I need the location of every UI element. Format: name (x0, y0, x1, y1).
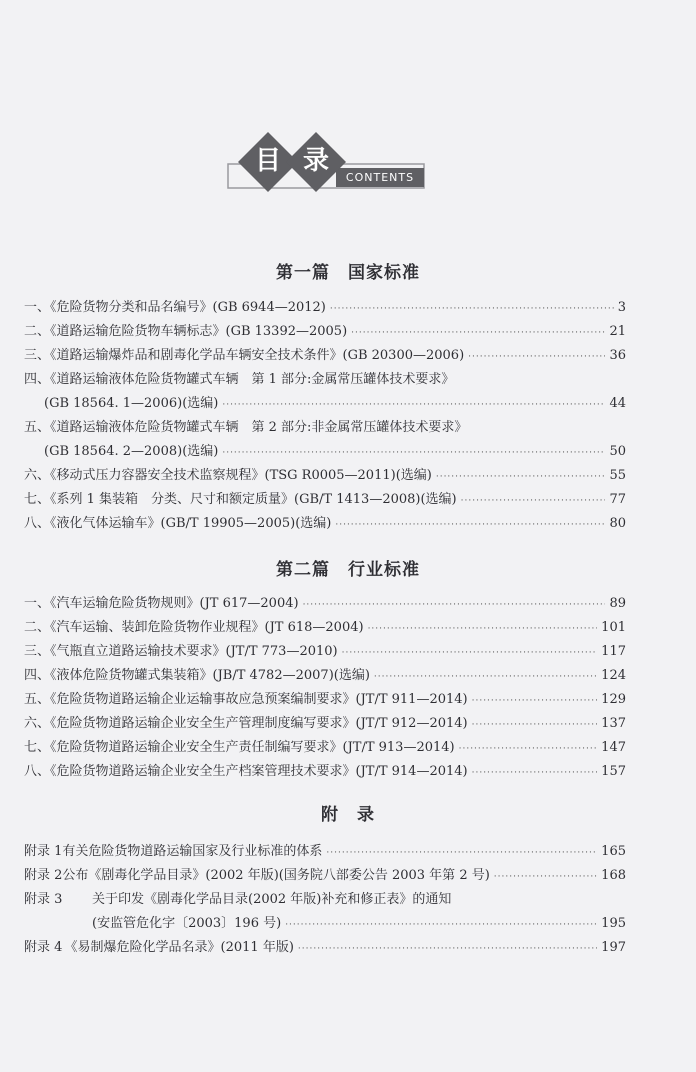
dot-leader (335, 513, 605, 537)
logo-char-lu: 录 (303, 146, 330, 176)
dot-leader (374, 665, 597, 689)
toc-entry[interactable] (92, 912, 626, 936)
dot-leader (461, 489, 606, 513)
toc-entry[interactable] (24, 760, 626, 784)
page-number: 80 (609, 516, 626, 531)
toc-entry[interactable] (24, 640, 626, 664)
dot-leader (285, 913, 597, 937)
entry-title: 有关危险货物道路运输国家及行业标准的体系 (62, 844, 323, 859)
entry-title: 四、《液体危险货物罐式集装箱》(JB/T 4782—2007)(选编) (24, 668, 370, 683)
entry-title: 三、《气瓶直立道路运输技术要求》(JT/T 773—2010) (24, 644, 338, 659)
toc-entry[interactable] (24, 344, 626, 368)
dot-leader (351, 321, 605, 345)
dot-leader (222, 441, 605, 465)
toc-entry[interactable] (24, 664, 626, 688)
toc-entry[interactable] (24, 864, 626, 888)
page-number: 3 (617, 300, 626, 315)
entry-title-continued: (GB 18564. 1—2006)(选编) (44, 396, 219, 411)
page-number: 147 (601, 740, 626, 755)
toc-entry[interactable] (24, 888, 626, 912)
logo-char-mu: 目 (255, 146, 282, 176)
entry-title: 五、《危险货物道路运输企业运输事故应急预案编制要求》(JT/T 911—2014) (24, 692, 468, 707)
page-number: 50 (609, 444, 626, 459)
dot-leader (330, 297, 614, 321)
dot-leader (472, 761, 598, 785)
entry-title: 六、《危险货物道路运输企业安全生产管理制度编写要求》(JT/T 912—2014) (24, 716, 468, 731)
toc-entry[interactable] (24, 488, 626, 512)
entry-title: 二、《汽车运输、装卸危险货物作业规程》(JT 618—2004) (24, 620, 364, 635)
contents-logo (226, 128, 426, 192)
page-number: 137 (601, 716, 626, 731)
entry-title: 六、《移动式压力容器安全技术监察规程》(TSG R0005—2011)(选编) (24, 468, 432, 483)
section-heading: 第一篇 国家标准 (276, 263, 420, 283)
entry-title: 八、《危险货物道路运输企业安全生产档案管理技术要求》(JT/T 914—2014) (24, 764, 468, 779)
page-number: 89 (609, 596, 626, 611)
toc-entry[interactable] (24, 592, 626, 616)
dot-leader (326, 841, 597, 865)
toc-entry[interactable] (24, 688, 626, 712)
appendix-label: 附录 1 (24, 844, 63, 859)
appendix-label: 附录 4 (24, 940, 63, 955)
dot-leader (472, 689, 598, 713)
entry-title: 四、《道路运输液体危险货物罐式车辆 第 1 部分:金属常压罐体技术要求》 (24, 372, 455, 387)
page-number: 101 (601, 620, 626, 635)
entry-title-continued: (GB 18564. 2—2008)(选编) (44, 444, 219, 459)
toc-entry[interactable] (24, 296, 626, 320)
dot-leader (222, 393, 605, 417)
page-number: 36 (609, 348, 626, 363)
dot-leader (494, 865, 597, 889)
entry-title: 七、《系列 1 集装箱 分类、尺寸和额定质量》(GB/T 1413—2008)(选编) (24, 492, 457, 507)
page-number: 129 (601, 692, 626, 707)
appendix-label: 附录 3 (24, 892, 63, 907)
entry-title: 公布《剧毒化学品目录》(2002 年版)(国务院八部委公告 2003 年第 2 号) (62, 868, 490, 883)
dot-leader (368, 617, 598, 641)
toc-entry[interactable] (24, 368, 626, 392)
dot-leader (303, 593, 606, 617)
entry-title: 关于印发《剧毒化学品目录(2002 年版)补充和修正表》的通知 (92, 892, 452, 907)
section-heading: 附 录 (321, 805, 375, 825)
toc-entry[interactable] (24, 840, 626, 864)
page-number: 44 (609, 396, 626, 411)
page-number: 124 (601, 668, 626, 683)
entry-title: 二、《道路运输危险货物车辆标志》(GB 13392—2005) (24, 324, 348, 339)
toc-entry[interactable] (24, 320, 626, 344)
page-number: 168 (601, 868, 626, 883)
logo-subtitle: CONTENTS (345, 171, 415, 184)
dot-leader (342, 641, 598, 665)
page-number: 157 (601, 764, 626, 779)
page-number: 165 (601, 844, 626, 859)
toc-entry[interactable] (24, 936, 626, 960)
dot-leader (298, 937, 597, 961)
page-number: 55 (609, 468, 626, 483)
entry-title: 《易制爆危险化学品名录》(2011 年版) (64, 940, 294, 955)
toc-entry[interactable] (24, 736, 626, 760)
entry-title: 八、《液化气体运输车》(GB/T 19905—2005)(选编) (24, 516, 332, 531)
appendix-label: 附录 2 (24, 868, 63, 883)
page-number: 195 (601, 916, 626, 931)
toc-entry[interactable] (24, 512, 626, 536)
page-number: 117 (601, 644, 626, 659)
entry-title: 一、《危险货物分类和品名编号》(GB 6944—2012) (24, 300, 326, 315)
dot-leader (468, 345, 605, 369)
entry-title: 五、《道路运输液体危险货物罐式车辆 第 2 部分:非金属常压罐体技术要求》 (24, 420, 468, 435)
toc-entry[interactable] (24, 416, 626, 440)
entry-title: 一、《汽车运输危险货物规则》(JT 617—2004) (24, 596, 299, 611)
dot-leader (472, 713, 598, 737)
toc-entry[interactable] (24, 616, 626, 640)
dot-leader (459, 737, 598, 761)
toc-entry[interactable] (44, 392, 626, 416)
page-number: 197 (601, 940, 626, 955)
toc-entry[interactable] (44, 440, 626, 464)
page-number: 77 (609, 492, 626, 507)
section-heading: 第二篇 行业标准 (276, 560, 420, 580)
page-number: 21 (609, 324, 626, 339)
entry-title-continued: (安监管危化字〔2003〕196 号) (92, 916, 282, 931)
toc-entry[interactable] (24, 464, 626, 488)
dot-leader (436, 465, 606, 489)
entry-title: 三、《道路运输爆炸品和剧毒化学品车辆安全技术条件》(GB 20300—2006) (24, 348, 465, 363)
entry-title: 七、《危险货物道路运输企业安全生产责任制编写要求》(JT/T 913—2014) (24, 740, 455, 755)
toc-entry[interactable] (24, 712, 626, 736)
